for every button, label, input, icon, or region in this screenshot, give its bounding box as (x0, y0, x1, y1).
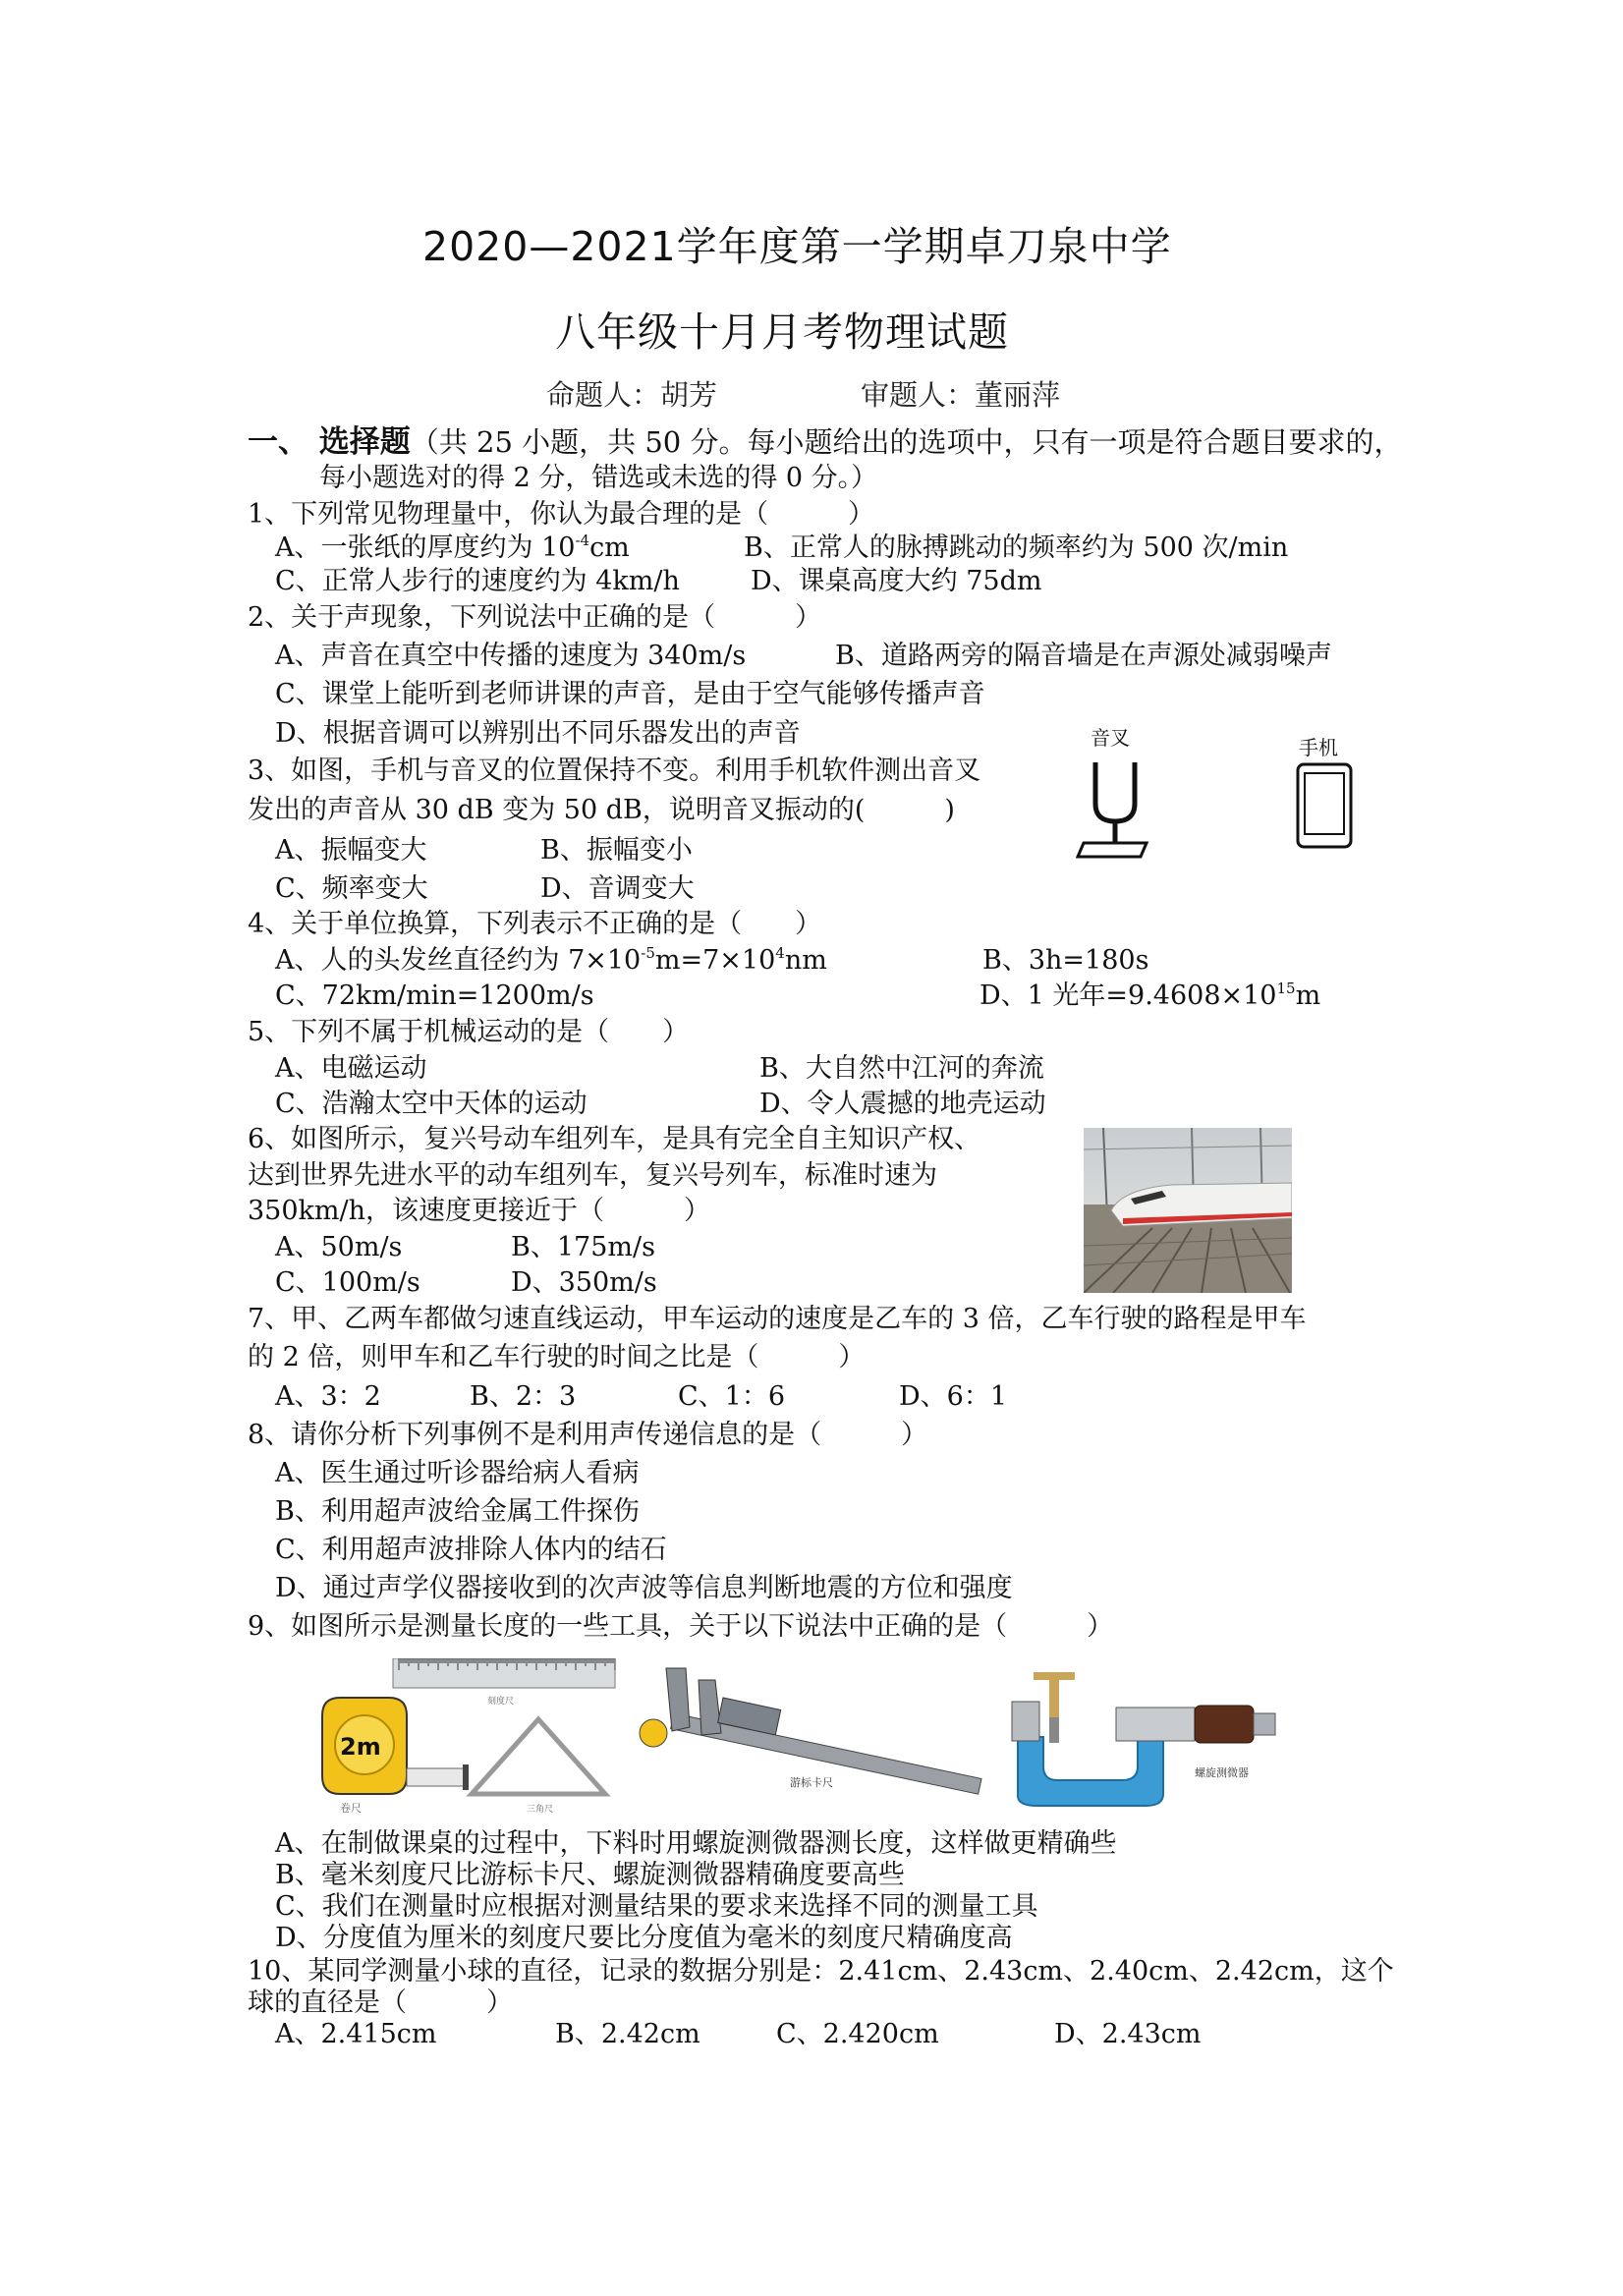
q10-stem-line1: 10、某同学测量小球的直径，记录的数据分别是：2.41cm、2.43cm、2.40cm、2.42cm，这个 (248, 1956, 1394, 1987)
bullet-train-photo (1084, 1128, 1292, 1293)
svg-text:刻度尺: 刻度尺 (487, 1697, 515, 1707)
q10-option-d: D、2.43cm (1054, 2019, 1202, 2049)
section-note-b: 每小题选对的得 2 分，错选或未选的得 0 分。） (319, 463, 878, 493)
q9-option-c: C、我们在测量时应根据对测量结果的要求来选择不同的测量工具 (275, 1891, 1038, 1922)
q5-option-d: D、令人震撼的地壳运动 (759, 1089, 1046, 1119)
section-note-a: （共 25 小题，共 50 分。每小题给出的选项中，只有一项是符合题目要求的， (410, 425, 1403, 459)
q9-option-d: D、分度值为厘米的刻度尺要比分度值为毫米的刻度尺精确度高 (275, 1923, 1013, 1953)
svg-text:卷尺: 卷尺 (340, 1802, 362, 1815)
q9-stem: 9、如图所示是测量长度的一些工具，关于以下说法中正确的是（ ） (248, 1611, 1114, 1642)
q10-option-c: C、2.420cm (776, 2019, 939, 2049)
q6-stem-line2: 达到世界先进水平的动车组列车，复兴号列车，标准时速为 (248, 1160, 937, 1191)
q3-option-b: B、振幅变小 (540, 835, 693, 866)
tape-measure-icon (322, 1698, 469, 1794)
q5-option-b: B、大自然中江河的奔流 (759, 1053, 1044, 1084)
q4-stem: 4、关于单位换算，下列表示不正确的是（ ） (248, 909, 822, 939)
q1-option-a: A、一张纸的厚度约为 $10^{-4}cm$ (275, 532, 630, 563)
q2-stem: 2、关于声现象，下列说法中正确的是（ ） (248, 602, 822, 633)
q4-option-a: A、人的头发丝直径约为 $7\times 10^{-5}m=7\times 10^4nm$ (275, 944, 827, 976)
ruler-icon (393, 1658, 615, 1688)
q3-stem-line2: 发出的声音从 30 dB 变为 50 dB，说明音叉振动的( ) (248, 795, 955, 825)
q1-stem: 1、下列常见物理量中，你认为最合理的是（ ） (248, 499, 875, 530)
q6-option-a: A、50m/s (275, 1232, 403, 1262)
q5-option-c: C、浩瀚太空中天体的运动 (275, 1089, 588, 1119)
svg-text:游标卡尺: 游标卡尺 (790, 1776, 833, 1789)
q6-option-c: C、100m/s (275, 1267, 420, 1298)
micrometer-icon (1012, 1672, 1275, 1806)
q8-option-c: C、利用超声波排除人体内的结石 (275, 1535, 667, 1565)
q9-option-a: A、在制做课桌的过程中，下料时用螺旋测微器测长度，这样做更精确些 (275, 1828, 1117, 1859)
q3-option-a: A、振幅变大 (275, 835, 427, 866)
q9-option-b: B、毫米刻度尺比游标卡尺、螺旋测微器精确度要高些 (275, 1860, 905, 1890)
q8-stem: 8、请你分析下列事例不是利用声传递信息的是（ ） (248, 1420, 928, 1450)
q6-stem-line1: 6、如图所示，复兴号动车组列车，是具有完全自主知识产权、 (248, 1124, 981, 1154)
q6-option-d: D、350m/s (511, 1267, 657, 1298)
q3-option-c: C、频率变大 (275, 873, 428, 904)
svg-text:2m: 2m (340, 1733, 381, 1761)
tuning-fork-icon (1076, 755, 1154, 863)
triangle-ruler-icon (472, 1719, 605, 1794)
q1-option-b: B、正常人的脉搏跳动的频率约为 500 次/min (744, 532, 1289, 563)
q4-option-c: C、72km/min=1200m/s (275, 980, 594, 1011)
q7-option-c: C、1：6 (678, 1381, 786, 1412)
q5-stem: 5、下列不属于机械运动的是（ ） (248, 1017, 690, 1047)
phone-icon (1295, 761, 1356, 852)
svg-text:螺旋测微器: 螺旋测微器 (1195, 1766, 1249, 1779)
svg-text:三角尺: 三角尺 (527, 1805, 554, 1815)
q3-option-d: D、音调变大 (540, 873, 695, 904)
q6-stem-line3: 350km/h，该速度更接近于（ ） (248, 1196, 710, 1226)
q7-stem-line1: 7、甲、乙两车都做匀速直线运动，甲车运动的速度是乙车的 3 倍，乙车行驶的路程是甲车 (248, 1304, 1307, 1334)
q8-option-a: A、医生通过听诊器给病人看病 (275, 1458, 640, 1488)
q2-option-a: A、声音在真空中传播的速度为 340m/s (275, 641, 747, 671)
q7-option-d: D、6：1 (899, 1381, 1008, 1412)
exam-title-line1: 2020—2021学年度第一学期卓刀泉中学 (422, 223, 1172, 270)
q7-stem-line2: 的 2 倍，则甲车和乙车行驶的时间之比是（ ） (248, 1342, 866, 1372)
q4-option-b: B、3h=180s (982, 945, 1149, 976)
q7-option-b: B、2：3 (470, 1381, 577, 1412)
q4-option-d: D、1 光年$=9.4608\times 10^{15}m$ (979, 980, 1321, 1011)
q10-option-b: B、2.42cm (555, 2019, 700, 2049)
section-heading (248, 417, 1402, 461)
q8-option-d: D、通过声学仪器接收到的次声波等信息判断地震的方位和强度 (275, 1573, 1013, 1603)
vernier-caliper-icon (640, 1668, 981, 1794)
q2-option-b: B、道路两旁的隔音墙是在声源处减弱噪声 (835, 641, 1332, 671)
exam-title-line2: 八年级十月月考物理试题 (555, 308, 1009, 356)
phone-label: 手机 (1299, 736, 1338, 759)
question-setter: 命题人：胡芳 (546, 378, 718, 412)
q1-option-c: C、正常人步行的速度约为 4km/h (275, 566, 680, 596)
q3-stem-line1: 3、如图，手机与音叉的位置保持不变。利用手机软件测出音叉 (248, 756, 981, 786)
q6-option-b: B、175m/s (511, 1232, 655, 1262)
measuring-tools-figure (310, 1658, 1322, 1818)
q8-option-b: B、利用超声波给金属工件探伤 (275, 1496, 640, 1527)
q1-option-d: D、课桌高度大约 75dm (751, 566, 1042, 596)
q5-option-a: A、电磁运动 (275, 1053, 427, 1084)
tuning-fork-label: 音叉 (1091, 726, 1130, 750)
q10-option-a: A、2.415cm (275, 2019, 437, 2049)
q2-option-d: D、根据音调可以辨别出不同乐器发出的声音 (275, 718, 801, 749)
q10-stem-line2: 球的直径是（ ） (248, 1988, 513, 2018)
q7-option-a: A、3：2 (275, 1381, 381, 1412)
section-name: 一、 选择题 (248, 424, 411, 460)
question-reviewer: 审题人：董丽萍 (861, 378, 1061, 412)
q2-option-c: C、课堂上能听到老师讲课的声音，是由于空气能够传播声音 (275, 679, 985, 709)
